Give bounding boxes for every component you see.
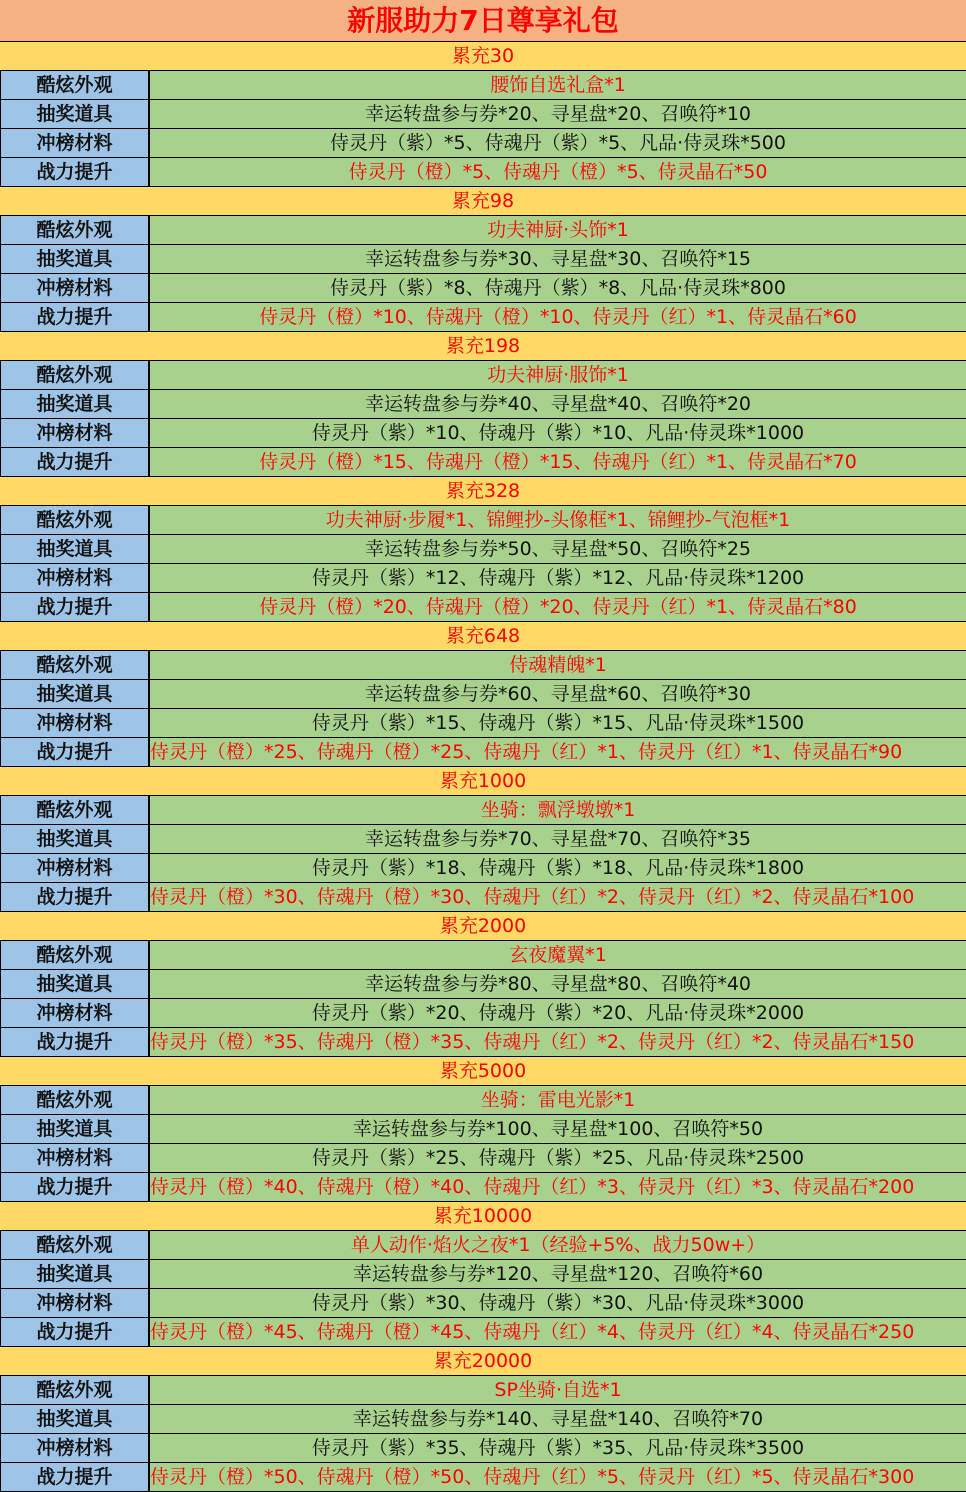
row-label: 战力提升 — [0, 158, 150, 186]
reward-value: 侍灵丹（紫）*20、侍魂丹（紫）*20、凡品·侍灵珠*2000 — [150, 999, 966, 1027]
tier-header: 累充2000 — [0, 912, 966, 941]
table-row — [0, 1086, 966, 1115]
table-row — [0, 1289, 966, 1318]
reward-value: 侍灵丹（紫）*35、侍魂丹（紫）*35、凡品·侍灵珠*3500 — [150, 1434, 966, 1462]
reward-value: 侍灵丹（橙）*45、侍魂丹（橙）*45、侍魂丹（红）*4、侍灵丹（红）*4、侍灵晶石*250 — [150, 1318, 966, 1346]
row-label: 战力提升 — [0, 448, 150, 476]
tier-header: 累充5000 — [0, 1057, 966, 1086]
table-row — [0, 1173, 966, 1202]
reward-value: 侍魂精魄*1 — [150, 651, 966, 679]
reward-value: 幸运转盘参与券*70、寻星盘*70、召唤符*35 — [150, 825, 966, 853]
table-row — [0, 129, 966, 158]
reward-value: 幸运转盘参与券*20、寻星盘*20、召唤符*10 — [150, 100, 966, 128]
tier-list — [0, 42, 966, 1492]
tier-header: 累充30 — [0, 42, 966, 71]
page-title: 新服助力7日尊享礼包 — [0, 0, 966, 42]
tier-header: 累充20000 — [0, 1347, 966, 1376]
table-row — [0, 883, 966, 912]
table-row — [0, 1463, 966, 1492]
row-label: 酷炫外观 — [0, 796, 150, 824]
table-row — [0, 1028, 966, 1057]
reward-value: 侍灵丹（橙）*15、侍魂丹（橙）*15、侍魂丹（红）*1、侍灵晶石*70 — [150, 448, 966, 476]
table-row — [0, 796, 966, 825]
reward-value: 幸运转盘参与券*40、寻星盘*40、召唤符*20 — [150, 390, 966, 418]
row-label: 冲榜材料 — [0, 1289, 150, 1317]
reward-value: 幸运转盘参与券*100、寻星盘*100、召唤符*50 — [150, 1115, 966, 1143]
table-row — [0, 448, 966, 477]
reward-value: 功夫神厨·服饰*1 — [150, 361, 966, 389]
row-label: 战力提升 — [0, 593, 150, 621]
reward-value: 侍灵丹（紫）*25、侍魂丹（紫）*25、凡品·侍灵珠*2500 — [150, 1144, 966, 1172]
reward-value: 单人动作·焰火之夜*1（经验+5%、战力50w+） — [150, 1231, 966, 1259]
reward-value: 功夫神厨·头饰*1 — [150, 216, 966, 244]
row-label: 战力提升 — [0, 1318, 150, 1346]
table-row — [0, 390, 966, 419]
table-row — [0, 71, 966, 100]
tier-header: 累充198 — [0, 332, 966, 361]
table-row — [0, 941, 966, 970]
table-row — [0, 1318, 966, 1347]
row-label: 冲榜材料 — [0, 1144, 150, 1172]
row-label: 战力提升 — [0, 1463, 150, 1491]
row-label: 冲榜材料 — [0, 709, 150, 737]
table-row — [0, 999, 966, 1028]
table-row — [0, 100, 966, 129]
reward-value: 侍灵丹（紫）*15、侍魂丹（紫）*15、凡品·侍灵珠*1500 — [150, 709, 966, 737]
row-label: 战力提升 — [0, 303, 150, 331]
reward-value: 侍灵丹（橙）*40、侍魂丹（橙）*40、侍魂丹（红）*3、侍灵丹（红）*3、侍灵晶石*200 — [150, 1173, 966, 1201]
row-label: 酷炫外观 — [0, 651, 150, 679]
row-label: 抽奖道具 — [0, 245, 150, 273]
row-label: 酷炫外观 — [0, 71, 150, 99]
row-label: 冲榜材料 — [0, 274, 150, 302]
table-row — [0, 245, 966, 274]
table-row — [0, 419, 966, 448]
table-row — [0, 274, 966, 303]
table-row — [0, 1260, 966, 1289]
table-row — [0, 361, 966, 390]
row-label: 酷炫外观 — [0, 941, 150, 969]
reward-value: 幸运转盘参与券*120、寻星盘*120、召唤符*60 — [150, 1260, 966, 1288]
row-label: 抽奖道具 — [0, 1405, 150, 1433]
row-label: 酷炫外观 — [0, 1376, 150, 1404]
tier-header: 累充1000 — [0, 767, 966, 796]
row-label: 抽奖道具 — [0, 825, 150, 853]
tier-header: 累充328 — [0, 477, 966, 506]
row-label: 战力提升 — [0, 738, 150, 766]
row-label: 冲榜材料 — [0, 419, 150, 447]
reward-value: 侍灵丹（橙）*35、侍魂丹（橙）*35、侍魂丹（红）*2、侍灵丹（红）*2、侍灵晶石*150 — [150, 1028, 966, 1056]
reward-value: 侍灵丹（紫）*5、侍魂丹（紫）*5、凡品·侍灵珠*500 — [150, 129, 966, 157]
reward-value: 幸运转盘参与券*30、寻星盘*30、召唤符*15 — [150, 245, 966, 273]
table-row — [0, 1405, 966, 1434]
row-label: 抽奖道具 — [0, 1260, 150, 1288]
table-row — [0, 535, 966, 564]
reward-value: 腰饰自选礼盒*1 — [150, 71, 966, 99]
reward-value: 坐骑：飘浮墩墩*1 — [150, 796, 966, 824]
row-label: 酷炫外观 — [0, 1086, 150, 1114]
table-row — [0, 738, 966, 767]
table-row — [0, 1115, 966, 1144]
reward-value: 功夫神厨·步履*1、锦鲤抄-头像框*1、锦鲤抄-气泡框*1 — [150, 506, 966, 534]
row-label: 战力提升 — [0, 1173, 150, 1201]
reward-value: 幸运转盘参与券*60、寻星盘*60、召唤符*30 — [150, 680, 966, 708]
table-row — [0, 593, 966, 622]
row-label: 抽奖道具 — [0, 1115, 150, 1143]
reward-value: 幸运转盘参与券*50、寻星盘*50、召唤符*25 — [150, 535, 966, 563]
row-label: 酷炫外观 — [0, 361, 150, 389]
row-label: 抽奖道具 — [0, 535, 150, 563]
row-label: 冲榜材料 — [0, 1434, 150, 1462]
reward-value: 侍灵丹（橙）*30、侍魂丹（橙）*30、侍魂丹（红）*2、侍灵丹（红）*2、侍灵晶石*100 — [150, 883, 966, 911]
row-label: 酷炫外观 — [0, 216, 150, 244]
table-row — [0, 303, 966, 332]
reward-value: 侍灵丹（橙）*5、侍魂丹（橙）*5、侍灵晶石*50 — [150, 158, 966, 186]
table-row — [0, 1434, 966, 1463]
table-row — [0, 1231, 966, 1260]
row-label: 冲榜材料 — [0, 854, 150, 882]
table-row — [0, 506, 966, 535]
table-row — [0, 680, 966, 709]
reward-value: 侍灵丹（紫）*30、侍魂丹（紫）*30、凡品·侍灵珠*3000 — [150, 1289, 966, 1317]
row-label: 酷炫外观 — [0, 506, 150, 534]
table-row — [0, 709, 966, 738]
table-row — [0, 970, 966, 999]
tier-header: 累充98 — [0, 187, 966, 216]
table-row — [0, 564, 966, 593]
row-label: 战力提升 — [0, 883, 150, 911]
reward-value: 侍灵丹（橙）*20、侍魂丹（橙）*20、侍灵丹（红）*1、侍灵晶石*80 — [150, 593, 966, 621]
reward-value: 侍灵丹（紫）*10、侍魂丹（紫）*10、凡品·侍灵珠*1000 — [150, 419, 966, 447]
reward-value: 幸运转盘参与券*140、寻星盘*140、召唤符*70 — [150, 1405, 966, 1433]
reward-value: 侍灵丹（紫）*18、侍魂丹（紫）*18、凡品·侍灵珠*1800 — [150, 854, 966, 882]
reward-value: 侍灵丹（橙）*10、侍魂丹（橙）*10、侍灵丹（红）*1、侍灵晶石*60 — [150, 303, 966, 331]
reward-value: SP坐骑·自选*1 — [150, 1376, 966, 1404]
table-row — [0, 854, 966, 883]
row-label: 战力提升 — [0, 1028, 150, 1056]
tier-header: 累充648 — [0, 622, 966, 651]
reward-value: 坐骑：雷电光影*1 — [150, 1086, 966, 1114]
row-label: 抽奖道具 — [0, 100, 150, 128]
table-row — [0, 216, 966, 245]
row-label: 抽奖道具 — [0, 680, 150, 708]
table-row — [0, 651, 966, 680]
table-row — [0, 825, 966, 854]
reward-value: 侍灵丹（橙）*50、侍魂丹（橙）*50、侍魂丹（红）*5、侍灵丹（红）*5、侍灵晶石*300 — [150, 1463, 966, 1491]
row-label: 抽奖道具 — [0, 970, 150, 998]
reward-value: 侍灵丹（紫）*8、侍魂丹（紫）*8、凡品·侍灵珠*800 — [150, 274, 966, 302]
tier-header: 累充10000 — [0, 1202, 966, 1231]
row-label: 冲榜材料 — [0, 564, 150, 592]
row-label: 抽奖道具 — [0, 390, 150, 418]
reward-value: 侍灵丹（紫）*12、侍魂丹（紫）*12、凡品·侍灵珠*1200 — [150, 564, 966, 592]
table-row — [0, 158, 966, 187]
row-label: 冲榜材料 — [0, 999, 150, 1027]
reward-value: 侍灵丹（橙）*25、侍魂丹（橙）*25、侍魂丹（红）*1、侍灵丹（红）*1、侍灵晶石*90 — [150, 738, 966, 766]
table-row — [0, 1144, 966, 1173]
reward-value: 幸运转盘参与券*80、寻星盘*80、召唤符*40 — [150, 970, 966, 998]
reward-value: 玄夜魔翼*1 — [150, 941, 966, 969]
row-label: 酷炫外观 — [0, 1231, 150, 1259]
row-label: 冲榜材料 — [0, 129, 150, 157]
table-row — [0, 1376, 966, 1405]
